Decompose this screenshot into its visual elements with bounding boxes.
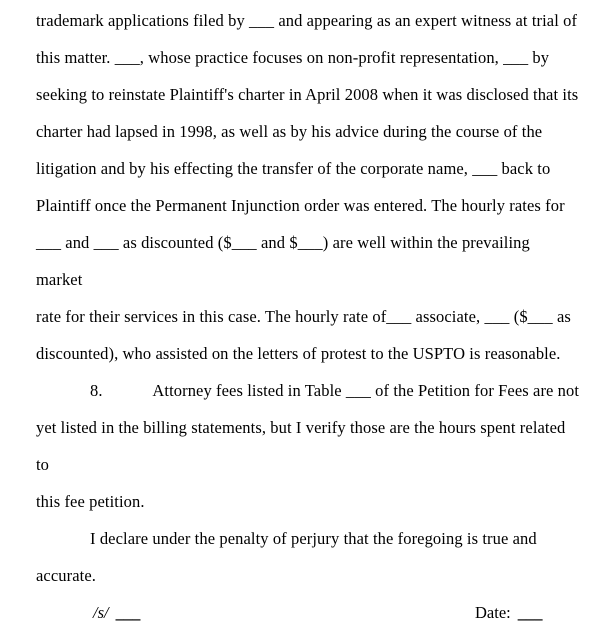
document-line: litigation and by his effecting the transfer of the corporate name, ___ back to: [36, 159, 551, 178]
signature-s-label: /s/: [93, 603, 109, 622]
document-line: seeking to reinstate Plaintiff's charter in April 2008 when it was disclosed that its: [36, 85, 579, 104]
document-line: Plaintiff once the Permanent Injunction order was entered. The hourly rates for: [36, 196, 565, 215]
date-blank-line: ___: [517, 603, 543, 622]
signature-blank-line: ___: [115, 603, 141, 622]
document-line: this fee petition.: [36, 492, 145, 511]
document-line-paragraph-8: 8. Attorney fees listed in Table ___ of the Petition for Fees are not: [90, 381, 580, 400]
date-block: [475, 594, 542, 631]
date-label: Date:: [475, 603, 511, 622]
document-line: charter had lapsed in 1998, as well as by his advice during the course of the: [36, 122, 543, 141]
document-line: trademark applications filed by ___ and appearing as an expert witness at trial of: [36, 11, 578, 30]
document-line: accurate.: [36, 566, 96, 585]
document-line: ___ and ___ as discounted ($___ and $___) are well within the prevailing market: [36, 233, 535, 289]
document-line-declaration: I declare under the penalty of perjury that the foregoing is true and: [90, 529, 537, 548]
document-line: rate for their services in this case. The hourly rate of___ associate, ___ ($___ as: [36, 307, 571, 326]
signature-block: [93, 594, 140, 631]
document-line: yet listed in the billing statements, but I verify those are the hours spent related to: [36, 418, 570, 474]
document-line: this matter. ___, whose practice focuses on non-profit representation, ___ by: [36, 48, 550, 67]
document-line: discounted), who assisted on the letters of protest to the USPTO is reasonable.: [36, 344, 561, 363]
signature-row: [36, 594, 580, 631]
